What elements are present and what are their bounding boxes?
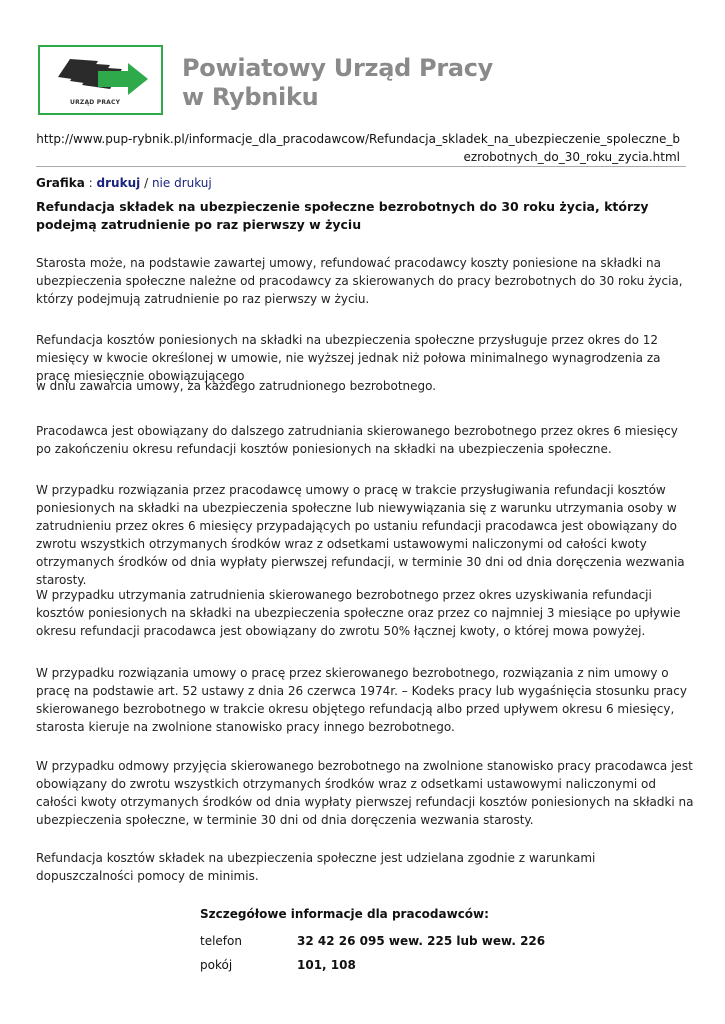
contact-heading: Szczegółowe informacje dla pracodawców: [200, 907, 489, 921]
phone-label: telefon [200, 934, 242, 948]
contact-info [200, 907, 545, 977]
room-label: pokój [200, 958, 233, 972]
paragraph-2: Refundacja kosztów poniesionych na składki na ubezpieczenia społeczne przysługuje przez okres do 12 miesięcy w kwocie określonej w umowie, nie wyższej jednak niż połowa minimalnego wynagrodzenia za pracę miesięcznie obowiązującego [36, 333, 661, 383]
org-name-line2: w Rybniku [182, 83, 319, 111]
graphics-slash: / [144, 176, 149, 190]
org-name-line1: Powiatowy Urząd Pracy [182, 54, 494, 82]
paragraph-8: Refundacja kosztów składek na ubezpieczenia społeczne jest udzielana zgodnie z warunkami dopuszczalności pomocy de minimis. [36, 851, 596, 883]
logo [38, 45, 163, 115]
phone-value: 32 42 26 095 wew. 225 lub wew. 226 [297, 934, 546, 948]
print-link[interactable]: drukuj [96, 176, 141, 190]
paragraph-5: W przypadku utrzymania zatrudnienia skierowanego bezrobotnego przez okres uzyskiwania refundacji kosztów poniesionych na składki na ubezpieczenia społeczne oraz przez co najmniej 3 miesiące po upływie okresu refundacji pracodawca jest obowiązany do zwrotu 50% łącznej kwoty, o której mowa powyżej. [36, 588, 681, 638]
logo-caption: URZĄD PRACY [70, 99, 121, 106]
graphics-label: Grafika [36, 176, 85, 190]
contact-phone-row [200, 929, 545, 953]
paragraph-3: Pracodawca jest obowiązany do dalszego zatrudniania skierowanego bezrobotnego przez okres 6 miesięcy po zakończeniu okresu refundacji kosztów poniesionych na składki na ubezpieczenia społeczne. [36, 424, 678, 456]
room-value: 101, 108 [297, 958, 356, 972]
graphics-separator: : [88, 176, 93, 190]
graphics-toggle [36, 176, 212, 190]
paragraph-6: W przypadku rozwiązania umowy o pracę przez skierowanego bezrobotnego, rozwiązania z nim umowy o pracę na podstawie art. 52 ustawy z dnia 26 czerwca 1974r. – Kodeks pracy lub wygaśnięcia stosunku pracy skierowanego bezrobotnego w trakcie okresu objętego refundacją albo przed upływem okresu 6 miesięcy, starosta kieruje na zwolnione stanowisko pracy innego bezrobotnego. [36, 666, 687, 734]
page-url: http://www.pup-rybnik.pl/informacje_dla_pracodawcow/Refundacja_skladek_na_ubezpieczenie_spoleczne_bezrobotnych_do_30_roku_zycia.html [36, 132, 680, 164]
org-name [182, 54, 493, 112]
paragraph-1: Starosta może, na podstawie zawartej umowy, refundować pracodawcy koszty poniesione na składki na ubezpieczenia społeczne należne od pracodawcy za skierowanych do pracy bezrobotnych do 30 roku życia, którzy podejmują zatrudnienie po raz pierwszy w życiu. [36, 256, 683, 306]
no-print-link[interactable]: nie drukuj [151, 176, 212, 190]
contact-room-row [200, 953, 545, 977]
paragraph-7: W przypadku odmowy przyjęcia skierowanego bezrobotnego na zwolnione stanowisko pracy pracodawca jest obowiązany do zwrotu wszystkich otrzymanych środków wraz z odsetkami ustawowymi naliczonymi od całości kwoty otrzymanych środków od dnia wypłaty pierwszej refundacji kosztów poniesionych na składki na ubezpieczenia społeczne, w terminie 30 dni od dnia doręczenia wezwania starosty. [36, 759, 694, 827]
divider [36, 166, 686, 167]
paragraph-2-continued: w dniu zawarcia umowy, za każdego zatrudnionego bezrobotnego. [36, 379, 437, 393]
page-title: Refundacja składek na ubezpieczenie społeczne bezrobotnych do 30 roku życia, którzy podejmą zatrudnienie po raz pierwszy w życiu [36, 199, 649, 232]
paragraph-4: W przypadku rozwiązania przez pracodawcę umowy o pracę w trakcie przysługiwania refundacji kosztów poniesionych na składki na ubezpieczenia społeczne lub niewywiązania się z warunku utrzymania osoby w zatrudnieniu przez okres 6 miesięcy przypadających po ustaniu refundacji pracodawca jest obowiązany do zwrotu wszystkich otrzymanych środków wraz z odsetkami ustawowymi naliczonymi od całości kwoty otrzymanych środków od dnia wypłaty pierwszej refundacji, w terminie 30 dni od dnia doręczenia wezwania starosty. [36, 483, 685, 587]
